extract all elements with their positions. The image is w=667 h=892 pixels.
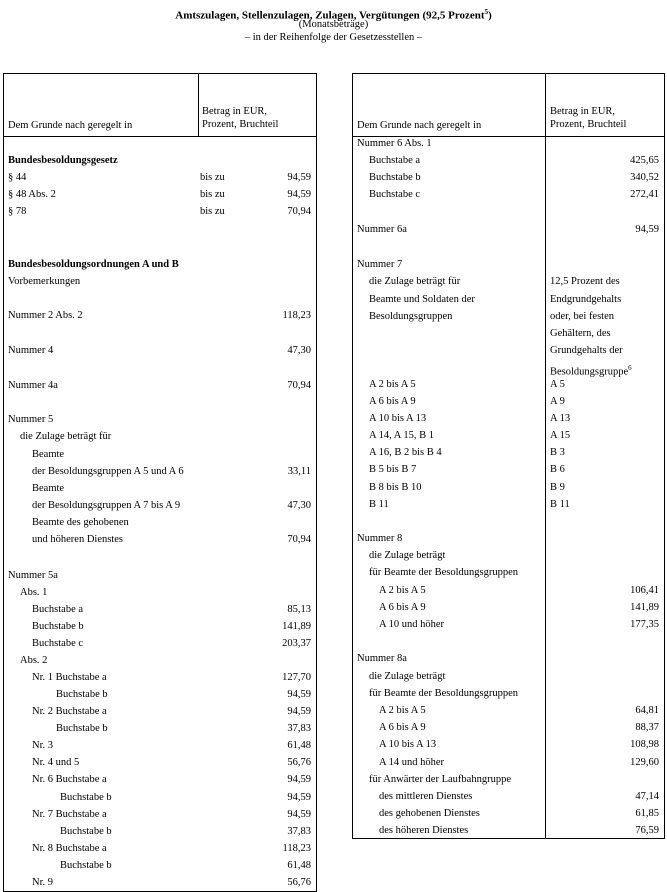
row-group-value: B 6: [550, 464, 565, 475]
table-row: [353, 170, 664, 186]
table-row: [353, 377, 664, 393]
row-group-value: A 9: [550, 396, 565, 407]
row-amount: 37,83: [287, 723, 311, 734]
table-row: [353, 720, 664, 736]
row-label: Nr. 8 Buchstabe a: [32, 843, 107, 854]
table-row: [4, 619, 316, 635]
row-group-value: A 13: [550, 413, 571, 424]
table-row: [4, 670, 316, 686]
table-row: [4, 204, 316, 220]
table-row: [4, 170, 316, 186]
table-row: [4, 515, 316, 531]
footnote-ref: 6: [628, 364, 632, 372]
row-amount: 94,59: [287, 706, 311, 717]
row-amount: 61,48: [287, 860, 311, 871]
table-row: [353, 428, 664, 444]
table-row: [353, 480, 664, 496]
row-label: Vorbemerkungen: [8, 276, 81, 287]
table-row: [4, 653, 316, 669]
row-group-text: [550, 480, 565, 496]
row-label: Beamte: [32, 449, 65, 460]
row-amount: 94,59: [287, 689, 311, 700]
table-row: [353, 462, 664, 478]
row-label: Nummer 5: [8, 414, 54, 425]
table-row: [353, 583, 664, 599]
table-row: [4, 636, 316, 652]
table-row: [4, 532, 316, 548]
row-amount: 177,35: [630, 619, 659, 630]
row-label: § 48 Abs. 2: [8, 189, 56, 200]
row-label: Nr. 6 Buchstabe a: [32, 774, 107, 785]
row-label: Nr. 3: [32, 740, 53, 751]
row-label: Beamte: [32, 483, 65, 494]
right-header-amount-line1: Betrag in EUR,: [550, 106, 616, 117]
table-row: [4, 343, 316, 359]
row-label: Bundesbesoldungsordnungen A und B: [8, 259, 179, 270]
table-row: [353, 823, 664, 839]
row-label: Buchstabe b: [56, 723, 108, 734]
row-label: Buchstabe b: [369, 172, 421, 183]
row-label: für Beamte der Besoldungsgruppen: [369, 567, 519, 578]
table-row: [353, 772, 664, 788]
row-amount: 64,81: [635, 705, 659, 716]
table-row: [353, 343, 664, 359]
row-group-value: Besoldungsgruppe: [550, 366, 629, 378]
row-label: Buchstabe b: [60, 826, 112, 837]
table-row: [4, 481, 316, 497]
table-row: [353, 222, 664, 238]
row-label: Buchstabe b: [56, 689, 108, 700]
row-label: Nr. 4 und 5: [32, 757, 80, 768]
table-row: [353, 309, 664, 325]
table-row: [4, 807, 316, 823]
table-row: [4, 308, 316, 324]
table-row: [4, 687, 316, 703]
table-row: [353, 789, 664, 805]
left-table-column-divider: [198, 74, 199, 136]
row-group-text: [550, 411, 570, 427]
row-label: und höheren Dienstes: [32, 534, 123, 545]
table-row: [4, 498, 316, 514]
row-group-text: [550, 428, 570, 444]
page-subtitle: (Monatsbeträge): [298, 19, 369, 30]
footnote-ref: 5: [484, 8, 489, 16]
table-row: [4, 568, 316, 584]
right-header-amount: [550, 105, 626, 131]
table-row: [353, 274, 664, 290]
row-label: Beamte des gehobenen: [32, 517, 129, 528]
row-label: des gehobenen Dienstes: [379, 808, 480, 819]
row-prefix: bis zu: [200, 189, 225, 200]
table-row: [4, 721, 316, 737]
row-amount: 94,59: [287, 774, 311, 785]
table-row: [353, 617, 664, 633]
row-label: Buchstabe b: [60, 860, 112, 871]
row-label: Buchstabe a: [32, 604, 84, 615]
row-group-text: [550, 445, 565, 461]
table-row: [4, 704, 316, 720]
row-label: A 10 und höher: [379, 619, 445, 630]
row-group-text: [550, 497, 570, 513]
row-label: Nummer 4: [8, 345, 54, 356]
row-amount: 37,83: [287, 826, 311, 837]
table-row: [4, 738, 316, 754]
row-group-value: Grundgehalts der: [550, 345, 623, 356]
row-label: Buchstabe c: [369, 189, 421, 200]
row-amount: 70,94: [287, 534, 311, 545]
row-label: des mittleren Dienstes: [379, 791, 473, 802]
table-row: [4, 447, 316, 463]
row-label: Nummer 8: [357, 533, 403, 544]
row-amount: 61,48: [287, 740, 311, 751]
row-amount: 88,37: [635, 722, 659, 733]
row-group-value: oder, bei festen: [550, 311, 615, 322]
row-label: Nummer 7: [357, 259, 403, 270]
row-label: Nr. 9: [32, 877, 53, 888]
left-header-amount-line1: Betrag in EUR,: [202, 106, 268, 117]
row-label: A 2 bis A 5: [379, 705, 426, 716]
row-amount: 33,11: [287, 466, 311, 477]
table-row: [353, 651, 664, 667]
row-amount: 70,94: [287, 206, 311, 217]
row-amount: 47,14: [635, 791, 659, 802]
left-header-amount: [202, 105, 278, 131]
row-label: A 14, A 15, B 1: [369, 430, 435, 441]
row-label: die Zulage beträgt für: [369, 276, 461, 287]
row-group-value: A 15: [550, 430, 571, 441]
table-row: [4, 602, 316, 618]
row-label: A 2 bis A 5: [369, 379, 416, 390]
row-label: Bundesbesoldungsgesetz: [8, 155, 118, 166]
row-label: Buchstabe b: [32, 621, 84, 632]
row-group-value: B 11: [550, 499, 570, 510]
row-label: für Anwärter der Laufbahngruppe: [369, 774, 511, 785]
row-label: A 6 bis A 9: [379, 722, 426, 733]
row-amount: 47,30: [287, 500, 311, 511]
row-label: der Besoldungsgruppen A 7 bis A 9: [32, 500, 181, 511]
row-label: des höheren Dienstes: [379, 825, 469, 836]
row-label: Buchstabe a: [369, 155, 421, 166]
table-row: [353, 136, 664, 152]
table-row: [353, 737, 664, 753]
row-label: A 10 bis A 13: [369, 413, 427, 424]
table-row: [4, 257, 316, 273]
row-label: Nummer 8a: [357, 653, 407, 664]
row-amount: 203,37: [282, 638, 311, 649]
row-amount: 129,60: [630, 757, 659, 768]
row-group-value: Gehältern, des: [550, 328, 611, 339]
table-row: [4, 755, 316, 771]
row-label: A 10 bis A 13: [379, 739, 437, 750]
row-label: Buchstabe c: [32, 638, 84, 649]
row-amount: 70,94: [287, 380, 311, 391]
table-row: [4, 790, 316, 806]
row-label: Nummer 6 Abs. 1: [357, 138, 432, 149]
row-amount: 118,23: [282, 310, 311, 321]
row-label: Nummer 6a: [357, 224, 407, 235]
table-row: [353, 669, 664, 685]
row-amount: 127,70: [282, 672, 311, 683]
row-group-value: Endgrundgehalts: [550, 294, 622, 305]
row-amount: 141,89: [282, 621, 311, 632]
table-row: [353, 394, 664, 410]
row-amount: 85,13: [287, 604, 311, 615]
table-row: [353, 445, 664, 461]
row-label: die Zulage beträgt für: [20, 431, 112, 442]
page-title-end: ): [488, 9, 492, 22]
table-row: [4, 824, 316, 840]
table-row: [4, 841, 316, 857]
row-label: Besoldungsgruppen: [369, 311, 453, 322]
table-row: [4, 772, 316, 788]
row-amount: 94,59: [287, 809, 311, 820]
row-group-value: 12,5 Prozent des: [550, 276, 620, 287]
row-label: Beamte und Soldaten der: [369, 294, 475, 305]
row-group-text: [550, 462, 565, 478]
row-label: B 5 bis B 7: [369, 464, 417, 475]
row-group-value: A 5: [550, 379, 565, 390]
row-label: Nummer 4a: [8, 380, 58, 391]
row-group-text: [550, 326, 611, 342]
row-amount: 108,98: [630, 739, 659, 750]
row-label: Buchstabe b: [60, 792, 112, 803]
page-title-text: Amtszulagen, Stellenzulagen, Zulagen, Vergütungen (92,5 Prozent: [175, 9, 485, 22]
row-prefix: bis zu: [200, 206, 225, 217]
right-header-amount-line2: Prozent, Bruchteil: [550, 119, 627, 130]
row-prefix: bis zu: [200, 172, 225, 183]
table-row: [353, 257, 664, 273]
row-amount: 56,76: [287, 877, 311, 888]
table-row: [353, 411, 664, 427]
row-label: Nr. 1 Buchstabe a: [32, 672, 107, 683]
row-group-text: [550, 292, 621, 308]
row-amount: 94,59: [287, 172, 311, 183]
row-label: die Zulage beträgt: [369, 671, 446, 682]
page-subtitle-2: – in der Reihenfolge der Gesetzesstellen –: [244, 32, 423, 43]
table-row: [353, 565, 664, 581]
row-amount: 76,59: [635, 825, 659, 836]
table-row: [353, 755, 664, 771]
table-row: [4, 875, 316, 891]
row-group-text: [550, 377, 565, 393]
row-amount: 61,85: [635, 808, 659, 819]
row-label: der Besoldungsgruppen A 5 und A 6: [32, 466, 184, 477]
left-table: [3, 73, 317, 892]
left-header-basis: Dem Grunde nach geregelt in: [8, 120, 133, 131]
row-amount: 141,89: [630, 602, 659, 613]
table-row: [4, 274, 316, 290]
table-row: [353, 153, 664, 169]
table-row: [4, 429, 316, 445]
table-row: [4, 378, 316, 394]
row-group-text: [550, 309, 614, 325]
row-label: § 44: [8, 172, 27, 183]
row-amount: 56,76: [287, 757, 311, 768]
row-label: B 11: [369, 499, 389, 510]
row-label: A 6 bis A 9: [369, 396, 416, 407]
row-label: A 14 und höher: [379, 757, 445, 768]
table-row: [353, 703, 664, 719]
row-group-text: [550, 274, 620, 290]
row-label: § 78: [8, 206, 27, 217]
row-amount: 425,65: [630, 155, 659, 166]
left-header-amount-line2: Prozent, Bruchteil: [202, 119, 279, 130]
row-label: A 6 bis A 9: [379, 602, 426, 613]
right-header-basis: Dem Grunde nach geregelt in: [357, 120, 482, 131]
row-label: die Zulage beträgt: [369, 550, 446, 561]
row-amount: 94,59: [287, 189, 311, 200]
row-label: Nummer 2 Abs. 2: [8, 310, 83, 321]
row-amount: 47,30: [287, 345, 311, 356]
right-table: [352, 73, 665, 839]
row-amount: 106,41: [630, 585, 659, 596]
table-row: [353, 326, 664, 342]
row-group-value: B 9: [550, 482, 565, 493]
row-amount: 94,59: [287, 792, 311, 803]
row-group-text: [550, 343, 623, 359]
row-label: B 8 bis B 10: [369, 482, 422, 493]
table-row: [4, 858, 316, 874]
table-row: [4, 153, 316, 169]
table-row: [4, 412, 316, 428]
table-row: [353, 600, 664, 616]
table-row: [4, 464, 316, 480]
row-amount: 118,23: [282, 843, 311, 854]
table-row: [353, 292, 664, 308]
row-label: für Beamte der Besoldungsgruppen: [369, 688, 519, 699]
table-row: [4, 585, 316, 601]
table-row: [353, 497, 664, 513]
table-row: [353, 806, 664, 822]
table-row: [353, 531, 664, 547]
row-amount: 340,52: [630, 172, 659, 183]
row-label: A 16, B 2 bis B 4: [369, 447, 442, 458]
row-group-text: [550, 394, 565, 410]
table-row: [353, 187, 664, 203]
row-label: Abs. 1: [20, 587, 48, 598]
row-label: Nr. 7 Buchstabe a: [32, 809, 107, 820]
row-amount: 272,41: [630, 189, 659, 200]
table-row: [353, 686, 664, 702]
row-label: Abs. 2: [20, 655, 48, 666]
table-row: [353, 360, 664, 376]
row-group-value: B 3: [550, 447, 565, 458]
row-label: A 2 bis A 5: [379, 585, 426, 596]
row-amount: 94,59: [635, 224, 659, 235]
table-row: [353, 548, 664, 564]
row-label: Nr. 2 Buchstabe a: [32, 706, 107, 717]
row-label: Nummer 5a: [8, 570, 58, 581]
table-row: [4, 187, 316, 203]
